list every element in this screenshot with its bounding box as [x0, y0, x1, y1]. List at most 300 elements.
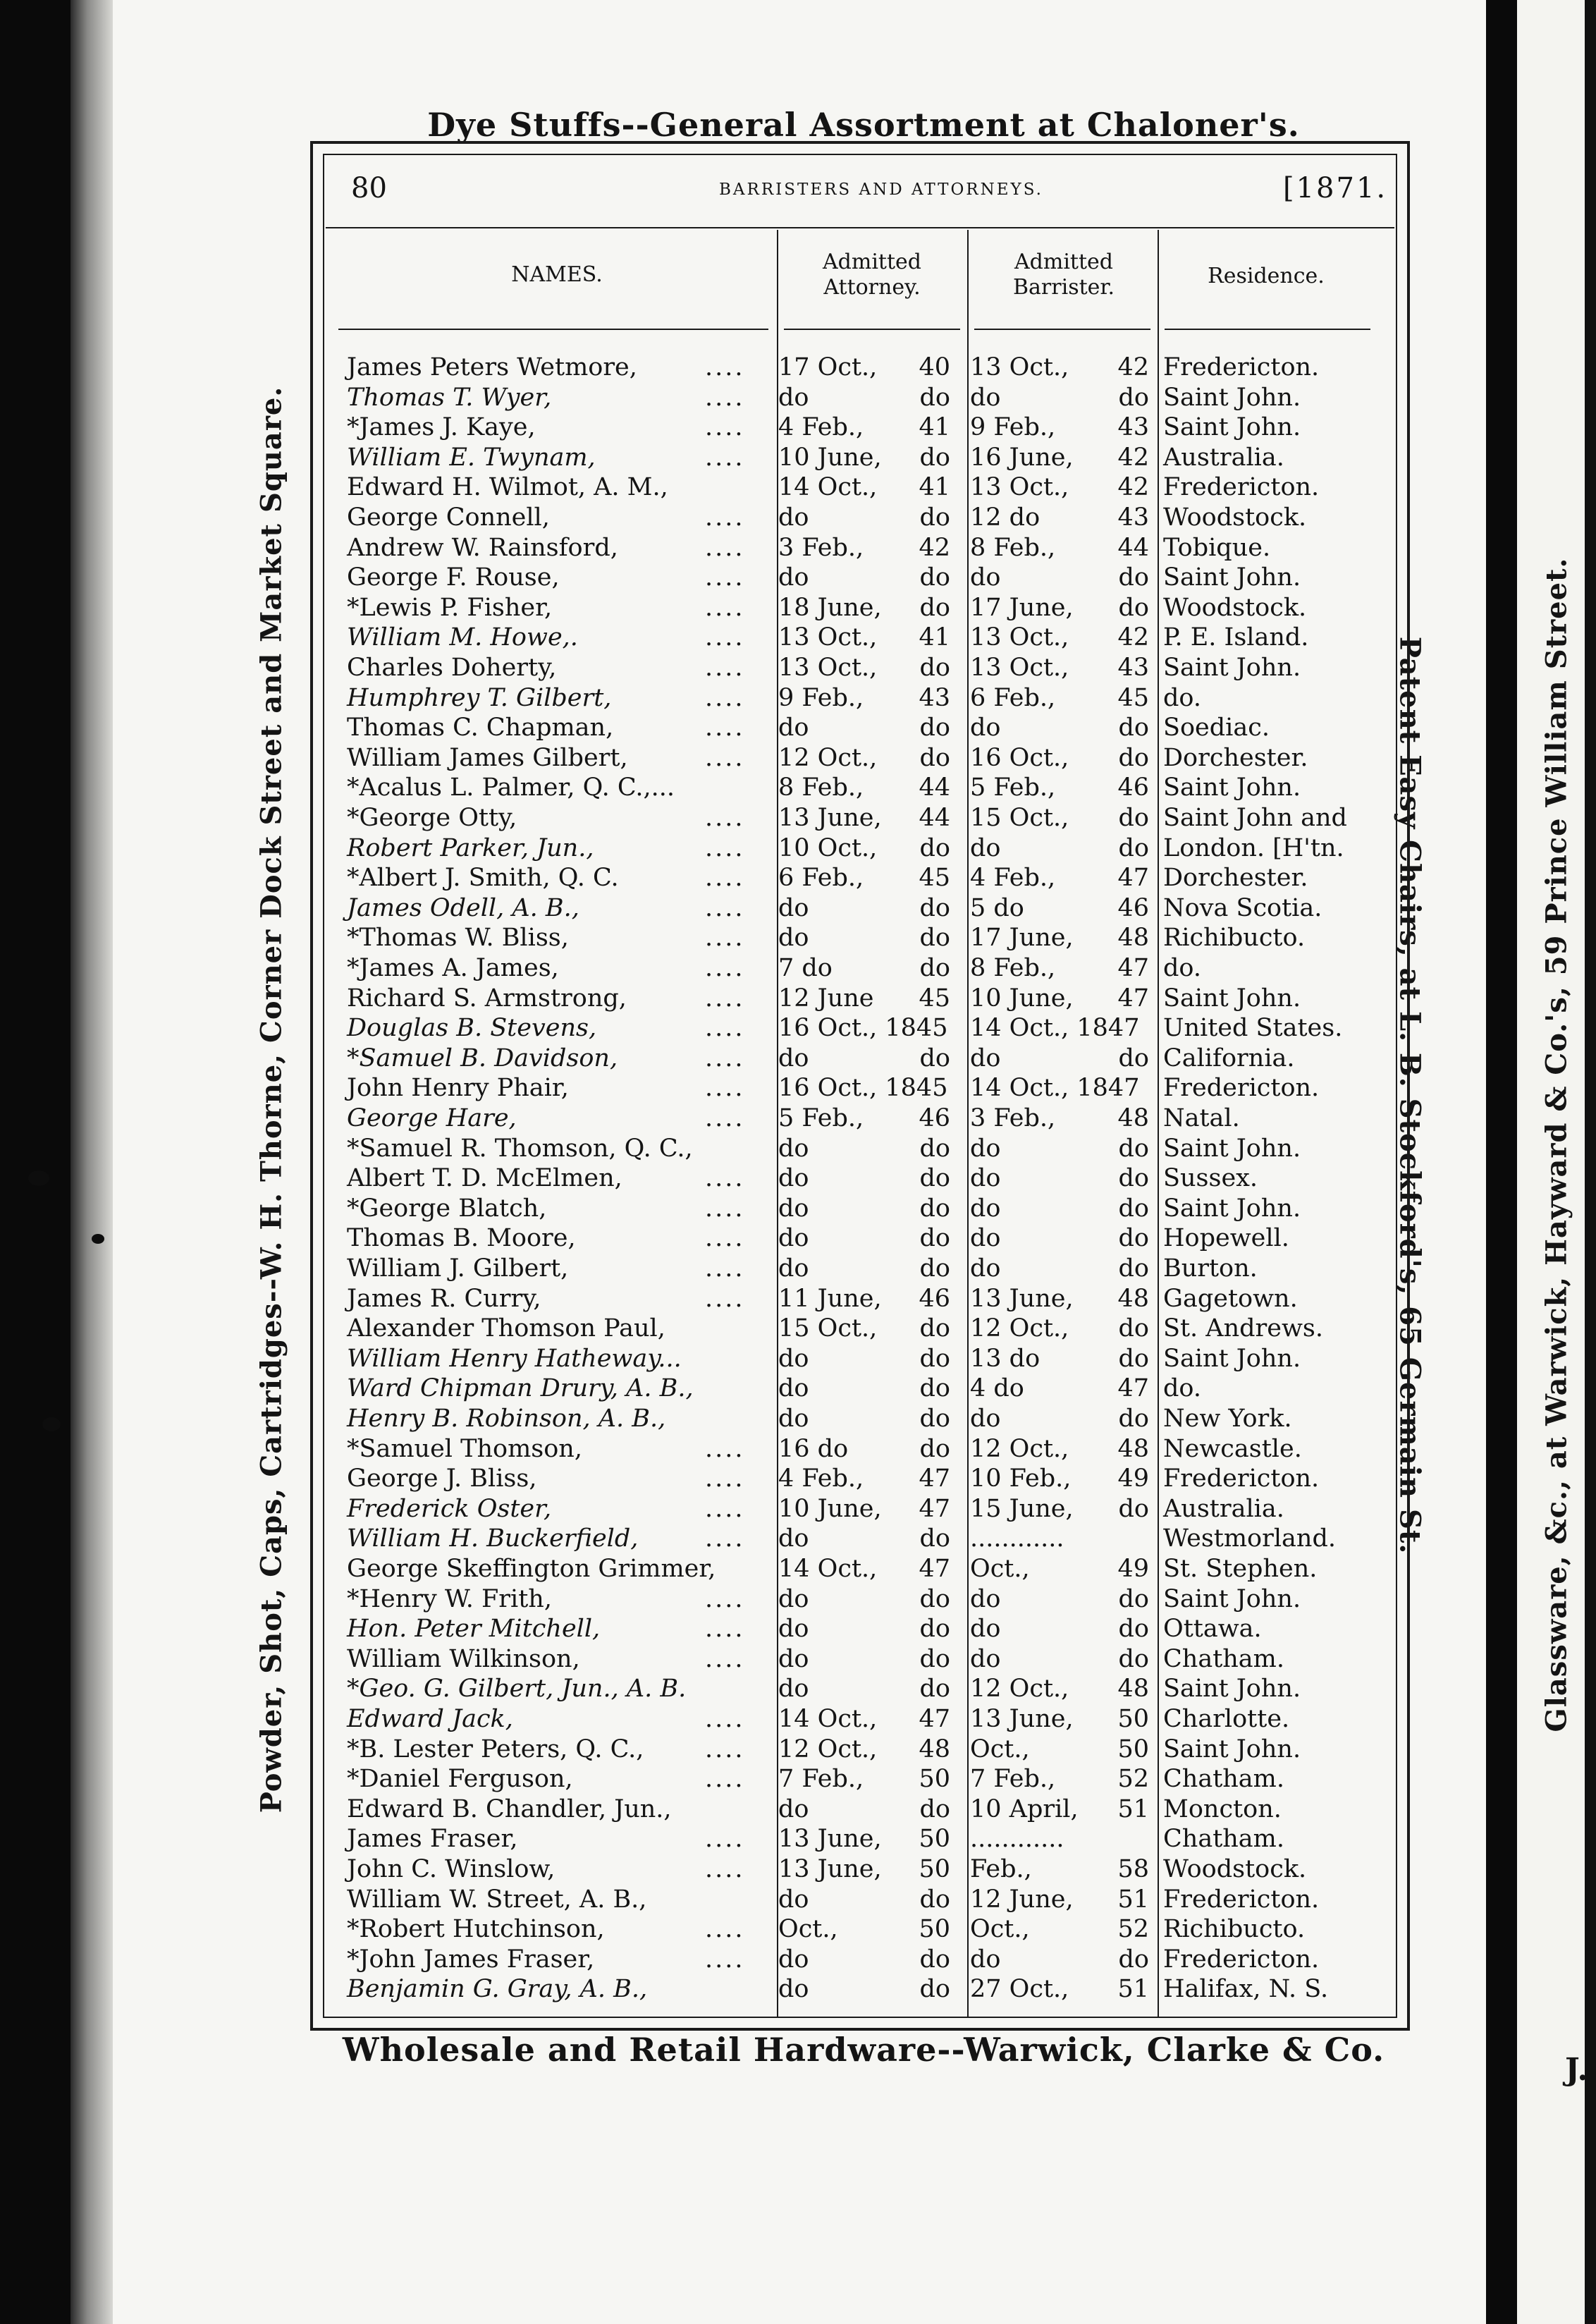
entry-leader-dots: .... [705, 1705, 745, 1733]
table-row [338, 953, 1389, 984]
attorney-year: do [919, 1584, 950, 1613]
residence: New York. [1163, 1405, 1292, 1433]
entry-leader-dots: .... [705, 1254, 745, 1283]
attorney-year: do [919, 893, 950, 922]
barrister-date: 17 June, [970, 924, 1074, 953]
attorney-date: 18 June, [778, 593, 882, 622]
table-row [338, 1764, 1389, 1794]
residence: Woodstock. [1163, 1855, 1307, 1883]
entry-name: *Albert J. Smith, Q. C. [347, 864, 619, 893]
attorney-header-line1: Admitted [823, 250, 921, 274]
barrister-date: 12 do [970, 503, 1041, 532]
attorney-year: do [919, 1224, 950, 1253]
residence: Dorchester. [1163, 743, 1308, 772]
column-header-attorney [780, 250, 964, 300]
entry-name: George J. Bliss, [347, 1464, 537, 1493]
attorney-date: 14 Oct., [778, 473, 878, 502]
residence: Fredericton. [1163, 1074, 1320, 1103]
entry-name: George Hare, [347, 1104, 517, 1132]
attorney-year: 45 [919, 864, 950, 893]
attorney-year: do [919, 1374, 950, 1403]
attorney-year: 50 [919, 1765, 950, 1794]
residence: Fredericton. [1163, 1885, 1320, 1914]
barrister-date: do [970, 833, 1001, 862]
entry-leader-dots: .... [705, 924, 745, 953]
barrister-date: do [970, 1164, 1001, 1193]
attorney-date: 3 Feb., [778, 533, 864, 562]
attorney-date: do [778, 1975, 809, 2004]
attorney-date: Oct., [778, 1915, 838, 1944]
barrister-date: 10 Feb., [970, 1464, 1072, 1493]
attorney-date: do [778, 1164, 809, 1193]
table-row [338, 472, 1389, 503]
attorney-year: 47 [919, 1705, 950, 1733]
attorney-year: do [919, 1644, 950, 1673]
entry-leader-dots: .... [705, 1855, 745, 1883]
barrister-year: 47 [1117, 954, 1149, 982]
entry-leader-dots: .... [705, 984, 745, 1013]
entry-name: William W. Street, A. B., [347, 1885, 647, 1914]
table-row [338, 1314, 1389, 1344]
entry-name: Thomas C. Chapman, [347, 714, 614, 742]
attorney-date: 17 Oct., [778, 353, 878, 381]
barrister-year: do [1118, 1494, 1149, 1523]
barrister-date: 13 June, [970, 1284, 1074, 1313]
table-row [338, 1194, 1389, 1224]
scan-speck [42, 1417, 61, 1431]
running-head: BARRISTERS AND ATTORNEYS. [719, 181, 1043, 199]
column-header-names [338, 262, 775, 288]
residence: Saint John and [1163, 804, 1347, 832]
attorney-date: do [778, 1194, 809, 1223]
residence: Fredericton. [1163, 473, 1320, 502]
entry-name: George F. Rouse, [347, 563, 560, 592]
residence: Richibucto. [1163, 924, 1306, 953]
entry-leader-dots: .... [705, 383, 745, 412]
attorney-year: 50 [919, 1915, 950, 1944]
year-label: [1871. [1283, 172, 1388, 204]
entry-name: James Peters Wetmore, [347, 353, 637, 381]
attorney-date: 16 do [778, 1434, 849, 1463]
attorney-date: 4 Feb., [778, 1464, 864, 1493]
attorney-date: 16 Oct., 1845 [778, 1014, 948, 1043]
barrister-year: 48 [1117, 1434, 1149, 1463]
far-right-advertisement: Glassware, &c., at Warwick, Hayward & Co.'s, 59 Prince William Street. [1540, 557, 1573, 1732]
attorney-date: 14 Oct., [778, 1555, 878, 1583]
attorney-date: 13 June, [778, 804, 882, 832]
entry-leader-dots: .... [705, 413, 745, 442]
attorney-year: do [919, 503, 950, 532]
table-row [338, 412, 1389, 443]
attorney-date: do [778, 563, 809, 592]
attorney-year: 50 [919, 1855, 950, 1883]
barrister-date: Oct., [970, 1555, 1030, 1583]
entry-name: Benjamin G. Gray, A. B., [347, 1975, 648, 2004]
barrister-date: 6 Feb., [970, 683, 1056, 712]
residence: do. [1163, 954, 1201, 982]
attorney-year: 41 [919, 623, 950, 652]
barrister-year: do [1118, 1134, 1149, 1163]
attorney-year: do [919, 443, 950, 472]
entry-leader-dots: .... [705, 1284, 745, 1313]
attorney-year: do [919, 1164, 950, 1193]
barrister-year: 46 [1117, 773, 1149, 802]
barrister-year: 43 [1117, 503, 1149, 532]
attorney-year: do [919, 1254, 950, 1283]
attorney-year: do [919, 563, 950, 592]
barrister-date: 15 June, [970, 1494, 1074, 1523]
attorney-date: 11 June, [778, 1284, 882, 1313]
residence: London. [H'tn. [1163, 833, 1344, 862]
header-rule [326, 227, 1394, 228]
barrister-date: 16 June, [970, 443, 1074, 472]
entry-leader-dots: .... [705, 954, 745, 982]
barrister-year: 42 [1117, 443, 1149, 472]
barrister-date: 3 Feb., [970, 1104, 1056, 1132]
attorney-date: do [778, 893, 809, 922]
table-row [338, 1524, 1389, 1554]
attorney-year: 48 [919, 1735, 950, 1763]
entry-leader-dots: .... [705, 1945, 745, 1974]
barrister-date: do [970, 1224, 1001, 1253]
attorney-date: do [778, 924, 809, 953]
attorney-date: do [778, 503, 809, 532]
barrister-year: 46 [1117, 893, 1149, 922]
residence: Ottawa. [1163, 1615, 1262, 1644]
entry-name: Robert Parker, Jun., [347, 833, 594, 862]
barrister-year: do [1118, 743, 1149, 772]
table-row [338, 1945, 1389, 1975]
barrister-date: 17 June, [970, 593, 1074, 622]
entry-name: Edward B. Chandler, Jun., [347, 1794, 672, 1823]
entry-name: *Samuel B. Davidson, [347, 1044, 618, 1072]
table-row [338, 1735, 1389, 1765]
entry-name: William E. Twynam, [347, 443, 596, 472]
barrister-date: 8 Feb., [970, 533, 1056, 562]
table-row [338, 653, 1389, 683]
barrister-date: 12 Oct., [970, 1434, 1069, 1463]
barrister-date: do [970, 1644, 1001, 1673]
barrister-date: do [970, 563, 1001, 592]
entry-name: William J. Gilbert, [347, 1254, 569, 1283]
attorney-year: 41 [919, 473, 950, 502]
residence: Nova Scotia. [1163, 893, 1322, 922]
barrister-year: 43 [1117, 413, 1149, 442]
attorney-year: 43 [919, 683, 950, 712]
table-row [338, 1404, 1389, 1434]
entry-name: *Daniel Ferguson, [347, 1765, 573, 1794]
barrister-year: do [1118, 1615, 1149, 1644]
table-row [338, 1374, 1389, 1404]
scan-border-left [0, 0, 70, 2324]
entry-name: George Connell, [347, 503, 550, 532]
attorney-date: do [778, 1945, 809, 1974]
attorney-date: 5 Feb., [778, 1104, 864, 1132]
attorney-year: do [919, 593, 950, 622]
barrister-date: 14 Oct., 1847 [970, 1014, 1140, 1043]
entry-name: Edward H. Wilmot, A. M., [347, 473, 668, 502]
entry-name: *Samuel Thomson, [347, 1434, 582, 1463]
residence: Saint John. [1163, 1735, 1301, 1763]
barrister-year: 47 [1117, 864, 1149, 893]
attorney-year: 44 [919, 773, 950, 802]
residence: Saint John. [1163, 1584, 1301, 1613]
attorney-year: do [919, 743, 950, 772]
barrister-date: 10 June, [970, 984, 1074, 1013]
barrister-date: 10 April, [970, 1794, 1079, 1823]
entry-leader-dots: .... [705, 654, 745, 682]
entry-name: William Wilkinson, [347, 1644, 580, 1673]
barrister-date: 5 Feb., [970, 773, 1056, 802]
barrister-date: do [970, 714, 1001, 742]
attorney-date: 12 Oct., [778, 1735, 878, 1763]
bottom-advertisement: Wholesale and Retail Hardware--Warwick, Clarke & Co. [342, 2031, 1385, 2069]
residence: Hopewell. [1163, 1224, 1289, 1253]
barrister-date: do [970, 1134, 1001, 1163]
barrister-date: do [970, 1615, 1001, 1644]
entry-leader-dots: .... [705, 1224, 745, 1253]
attorney-year: 50 [919, 1825, 950, 1854]
entry-name: *Robert Hutchinson, [347, 1915, 605, 1944]
attorney-date: do [778, 1885, 809, 1914]
attorney-date: do [778, 1374, 809, 1403]
table-row [338, 1284, 1389, 1314]
attorney-year: 46 [919, 1104, 950, 1132]
barrister-year: 47 [1117, 1374, 1149, 1403]
table-row [338, 1614, 1389, 1644]
entry-name: Hon. Peter Mitchell, [347, 1615, 601, 1644]
entry-name: William M. Howe,. [347, 623, 578, 652]
attorney-year: do [919, 924, 950, 953]
entry-name: James R. Curry, [347, 1284, 541, 1313]
attorney-date: 6 Feb., [778, 864, 864, 893]
attorney-date: do [778, 1794, 809, 1823]
residence: Dorchester. [1163, 864, 1308, 893]
table-row [338, 1344, 1389, 1374]
barrister-year: 48 [1117, 1675, 1149, 1704]
barrister-year: do [1118, 1194, 1149, 1223]
residence: Natal. [1163, 1104, 1240, 1132]
table-row [338, 1013, 1389, 1044]
barrister-year: 42 [1117, 623, 1149, 652]
barrister-year: do [1118, 804, 1149, 832]
entry-name: Thomas T. Wyer, [347, 383, 552, 412]
entry-leader-dots: .... [705, 1825, 745, 1854]
entry-name: George Skeffington Grimmer, [347, 1555, 716, 1583]
table-row [338, 1854, 1389, 1885]
entry-name: Henry B. Robinson, A. B., [347, 1405, 666, 1433]
table-row [338, 1163, 1389, 1194]
barrister-date: 4 do [970, 1374, 1024, 1403]
entry-leader-dots: .... [705, 1074, 745, 1103]
attorney-year: 47 [919, 1555, 950, 1583]
barrister-date: 4 Feb., [970, 864, 1056, 893]
header-underline-names [338, 329, 768, 330]
attorney-year: 40 [919, 353, 950, 381]
entry-leader-dots: .... [705, 864, 745, 893]
attorney-date: 12 June [778, 984, 874, 1013]
entry-leader-dots: .... [705, 1615, 745, 1644]
attorney-header-line2: Attorney. [823, 275, 921, 300]
entry-leader-dots: .... [705, 353, 745, 381]
residence: Woodstock. [1163, 503, 1307, 532]
entry-leader-dots: .... [705, 443, 745, 472]
barrister-date: do [970, 1254, 1001, 1283]
table-row [338, 713, 1389, 743]
barrister-date: 13 June, [970, 1705, 1074, 1733]
scan-page-edge [70, 0, 113, 2324]
entry-leader-dots: .... [705, 593, 745, 622]
left-margin-advertisement: Powder, Shot, Caps, Cartridges--W. H. Thorne, Corner Dock Street and Market Square. [254, 386, 288, 1814]
barrister-date: ............ [970, 1524, 1064, 1553]
entry-leader-dots: .... [705, 1434, 745, 1463]
barrister-date: do [970, 1044, 1001, 1072]
barrister-date: 13 Oct., [970, 353, 1069, 381]
barrister-year: 42 [1117, 353, 1149, 381]
column-header-residence-label: Residence. [1208, 264, 1325, 288]
entry-name: *George Blatch, [347, 1194, 547, 1223]
table-row [338, 503, 1389, 533]
column-header-barrister [970, 250, 1158, 300]
attorney-date: do [778, 1044, 809, 1072]
residence: Fredericton. [1163, 353, 1320, 381]
attorney-year: 45 [919, 984, 950, 1013]
barrister-date: Oct., [970, 1915, 1030, 1944]
entry-name: *George Otty, [347, 804, 517, 832]
column-header-names-label: NAMES. [511, 262, 603, 287]
attorney-date: 12 Oct., [778, 743, 878, 772]
attorney-date: 13 June, [778, 1855, 882, 1883]
entry-name: Ward Chipman Drury, A. B., [347, 1374, 694, 1403]
attorney-date: do [778, 714, 809, 742]
entry-leader-dots: .... [705, 714, 745, 742]
attorney-year: 42 [919, 533, 950, 562]
table-row [338, 1464, 1389, 1494]
barrister-date: 16 Oct., [970, 743, 1069, 772]
residence: Newcastle. [1163, 1434, 1302, 1463]
residence: Fredericton. [1163, 1464, 1320, 1493]
attorney-date: 8 Feb., [778, 773, 864, 802]
entry-leader-dots: .... [705, 1915, 745, 1944]
table-row [338, 923, 1389, 953]
residence: Burton. [1163, 1254, 1258, 1283]
attorney-year: do [919, 1134, 950, 1163]
entry-name: Thomas B. Moore, [347, 1224, 576, 1253]
attorney-date: 10 June, [778, 1494, 882, 1523]
attorney-year: do [919, 833, 950, 862]
residence: Woodstock. [1163, 593, 1307, 622]
entry-leader-dots: .... [705, 563, 745, 592]
barrister-year: do [1118, 1044, 1149, 1072]
barrister-year: 49 [1117, 1555, 1149, 1583]
entry-leader-dots: .... [705, 1765, 745, 1794]
barrister-year: 50 [1117, 1705, 1149, 1733]
barrister-date: do [970, 1405, 1001, 1433]
top-advertisement: Dye Stuffs--General Assortment at Chaloner's. [427, 106, 1300, 144]
barrister-year: do [1118, 833, 1149, 862]
entry-leader-dots: .... [705, 1735, 745, 1763]
barrister-year: do [1118, 1945, 1149, 1974]
residence: Chatham. [1163, 1825, 1284, 1854]
attorney-date: 7 Feb., [778, 1765, 864, 1794]
barrister-year: 50 [1117, 1735, 1149, 1763]
entry-leader-dots: .... [705, 533, 745, 562]
table-row [338, 893, 1389, 924]
barrister-year: 48 [1117, 1104, 1149, 1132]
header-underline-attorney [784, 329, 960, 330]
barrister-year: do [1118, 1224, 1149, 1253]
table-row [338, 383, 1389, 413]
attorney-date: 13 Oct., [778, 623, 878, 652]
entry-leader-dots: .... [705, 1104, 745, 1132]
barrister-year: do [1118, 1314, 1149, 1343]
barrister-date: 7 Feb., [970, 1765, 1056, 1794]
attorney-year: do [919, 1675, 950, 1704]
residence: Saint John. [1163, 413, 1301, 442]
barrister-year: do [1118, 1405, 1149, 1433]
barrister-year: 51 [1117, 1975, 1149, 2004]
residence: Chatham. [1163, 1644, 1284, 1673]
attorney-date: do [778, 1134, 809, 1163]
entry-name: *John James Fraser, [347, 1945, 595, 1974]
entry-leader-dots: .... [705, 1014, 745, 1043]
attorney-date: do [778, 1344, 809, 1373]
residence: United States. [1163, 1014, 1343, 1043]
attorney-year: do [919, 1044, 950, 1072]
column-header-residence [1160, 264, 1372, 289]
scan-border-right [1585, 0, 1596, 2324]
barrister-year: do [1118, 1584, 1149, 1613]
residence: Saint John. [1163, 1194, 1301, 1223]
attorney-date: 7 do [778, 954, 833, 982]
barrister-year: do [1118, 1644, 1149, 1673]
entry-leader-dots: .... [705, 683, 745, 712]
table-row [338, 1223, 1389, 1254]
attorney-date: 15 Oct., [778, 1314, 878, 1343]
scan-gutter-right [1486, 0, 1517, 2324]
attorney-year: do [919, 714, 950, 742]
entry-leader-dots: .... [705, 1164, 745, 1193]
barrister-year: do [1118, 563, 1149, 592]
barrister-year: 48 [1117, 1284, 1149, 1313]
barrister-date: ............ [970, 1825, 1064, 1854]
table-row [338, 1134, 1389, 1164]
entry-leader-dots: .... [705, 1194, 745, 1223]
entry-name: Humphrey T. Gilbert, [347, 683, 612, 712]
entry-name: James Fraser, [347, 1825, 518, 1854]
entry-name: Frederick Oster, [347, 1494, 552, 1523]
attorney-year: do [919, 1885, 950, 1914]
entry-name: *Henry W. Frith, [347, 1584, 552, 1613]
barrister-date: 12 Oct., [970, 1314, 1069, 1343]
entry-name: John Henry Phair, [347, 1074, 569, 1103]
barrister-year: 52 [1117, 1765, 1149, 1794]
table-row [338, 593, 1389, 623]
entry-name: *Geo. G. Gilbert, Jun., A. B. [347, 1675, 687, 1704]
barrister-year: do [1118, 593, 1149, 622]
entry-name: James Odell, A. B., [347, 893, 579, 922]
residence: Sussex. [1163, 1164, 1258, 1193]
attorney-year: 47 [919, 1464, 950, 1493]
entry-name: Charles Doherty, [347, 654, 557, 682]
entry-leader-dots: .... [705, 893, 745, 922]
table-row [338, 1434, 1389, 1464]
table-row [338, 743, 1389, 773]
barrister-year: do [1118, 1254, 1149, 1283]
barrister-date: 27 Oct., [970, 1975, 1069, 2004]
attorney-date: 13 Oct., [778, 654, 878, 682]
table-row [338, 533, 1389, 563]
